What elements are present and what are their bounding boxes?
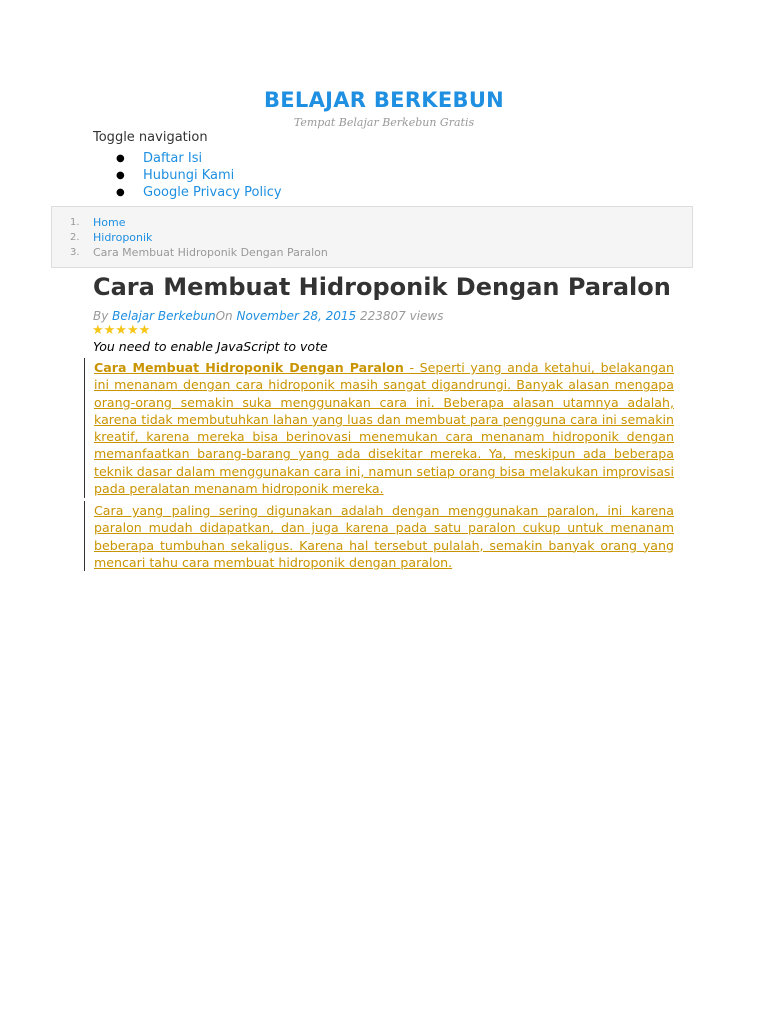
breadcrumb-item xyxy=(52,245,328,260)
article-quote-1 xyxy=(84,358,674,498)
nav-link-daftar-isi[interactable]: Daftar Isi xyxy=(143,151,203,166)
breadcrumb-item xyxy=(52,215,328,230)
paragraph-2 xyxy=(94,501,674,571)
paragraph-2-text[interactable]: Cara yang paling sering digunakan adalah dengan menggunakan paralon, ini karena paralon mudah didapatkan, dan juga karena pada satu paralon cukup untuk menanam beberapa tumbuhan sekaligus. Karena hal tersebut pulalah, semakin banyak orang yang mencari tahu cara membuat hidroponik dengan paralon. xyxy=(94,503,674,570)
meta-on-label: On xyxy=(215,309,237,323)
breadcrumb-link-hidroponik[interactable]: Hidroponik xyxy=(93,231,153,244)
bullet-icon: ● xyxy=(116,187,125,198)
bullet-icon: ● xyxy=(116,170,125,181)
article-title-link[interactable]: Cara Membuat Hidroponik Dengan Paralon xyxy=(94,360,404,375)
nav-link-google-privacy-policy[interactable]: Google Privacy Policy xyxy=(143,185,282,200)
nav-menu xyxy=(93,150,282,201)
paragraph-1-text[interactable]: - Seperti yang anda ketahui, belakangan ini menanam dengan cara hidroponik masih sangat digandrungi. Banyak alasan mengapa orang-orang semakin suka menggunakan cara ini. Beberapa alasan utamnya adalah, karena tidak membutuhkan lahan yang luas dan membuat para pengguna cara ini semakin kreatif, karena mereka bisa berinovasi menemukan cara menanam hidroponik dengan memanfaatkan barang-barang yang ada disekitar mereka. Ya, meskipun ada beberapa teknik dasar dalam menggunakan cara ini, namun setiap orang bisa melakukan improvisasi pada peralatan menanam hidroponik mereka. xyxy=(94,360,675,497)
site-tagline: Tempat Belajar Berkebun Gratis xyxy=(293,116,475,129)
author-link[interactable]: Belajar Berkebun xyxy=(112,309,216,323)
nav-item-hubungi-kami xyxy=(93,167,282,184)
site-title-link[interactable]: BELAJAR BERKEBUN xyxy=(263,88,505,112)
breadcrumb xyxy=(51,206,693,268)
nav-item-daftar-isi xyxy=(93,150,282,167)
breadcrumb-number: 3. xyxy=(70,247,80,258)
breadcrumb-number: 2. xyxy=(70,232,80,243)
post-title: Cara Membuat Hidroponik Dengan Paralon xyxy=(93,273,671,301)
paragraph-1 xyxy=(94,358,674,497)
breadcrumb-item xyxy=(52,230,328,245)
vote-note: You need to enable JavaScript to vote xyxy=(93,339,328,354)
post-meta xyxy=(93,309,444,323)
rating-stars-icon[interactable]: ★★★★★ xyxy=(92,323,151,338)
toggle-navigation-button[interactable]: Toggle navigation xyxy=(93,130,208,145)
article-quote-2 xyxy=(84,501,674,571)
breadcrumb-link-home[interactable]: Home xyxy=(93,216,126,229)
view-count: 223807 views xyxy=(356,309,444,323)
nav-link-hubungi-kami[interactable]: Hubungi Kami xyxy=(143,168,235,183)
nav-item-google-privacy-policy xyxy=(93,184,282,201)
bullet-icon: ● xyxy=(116,153,125,164)
meta-by-label: By xyxy=(93,309,113,323)
date-link[interactable]: November 28, 2015 xyxy=(236,309,357,323)
breadcrumb-number: 1. xyxy=(70,217,80,228)
breadcrumb-current: Cara Membuat Hidroponik Dengan Paralon xyxy=(93,246,328,259)
